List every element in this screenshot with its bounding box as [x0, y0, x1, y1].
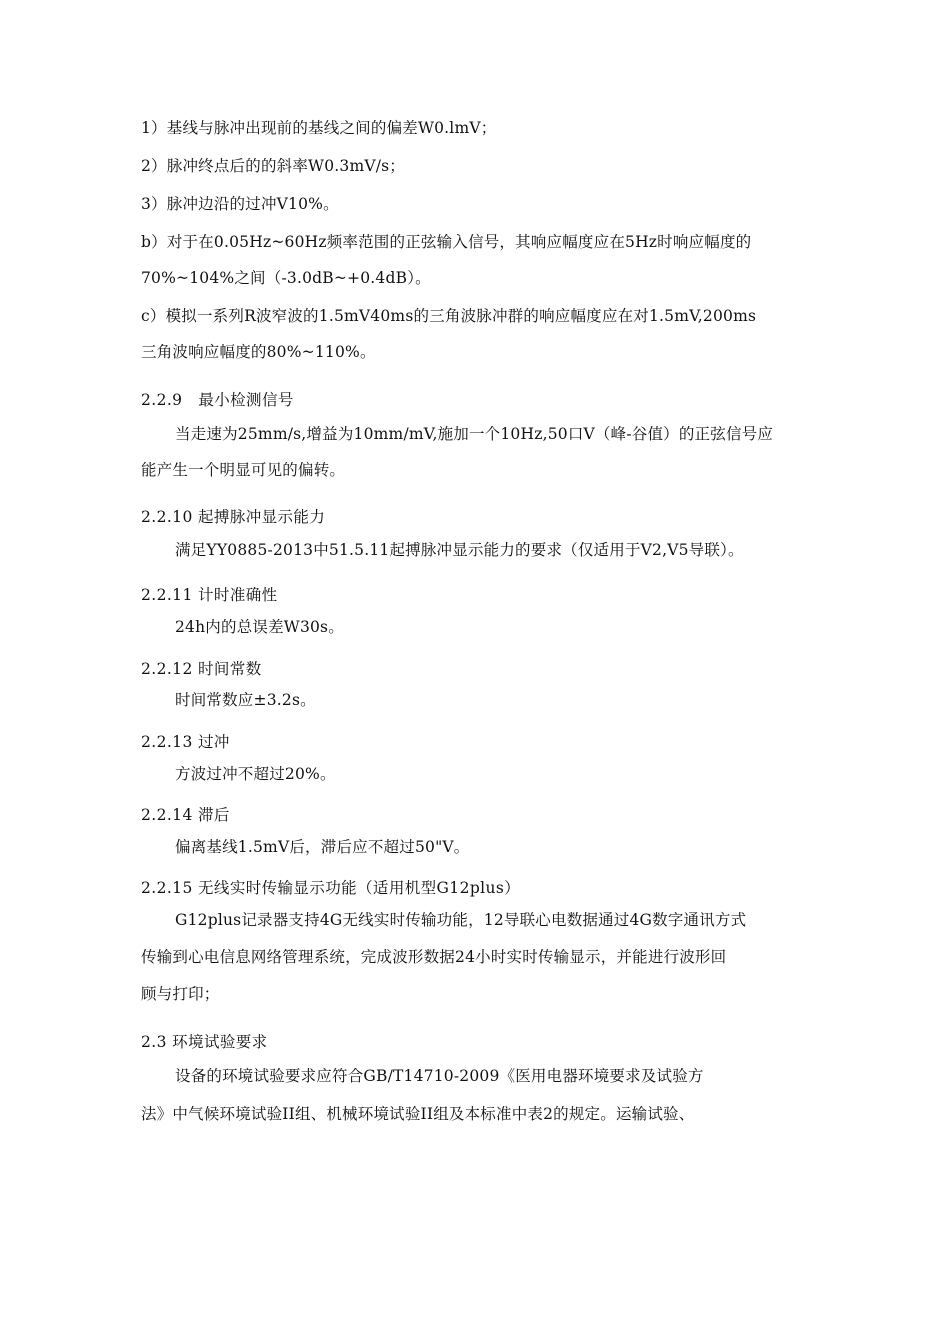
section-body-2-2-15-line-2: 传输到心电信息网络管理系统，完成波形数据24小时实时传输显示，并能进行波形回	[141, 948, 727, 966]
section-heading-2-2-14: 2.2.14 滞后	[141, 806, 230, 824]
list-item-3: 3）脉冲边沿的过冲V10%。	[141, 195, 339, 213]
section-body-2-2-9-line-2: 能产生一个明显可见的偏转。	[141, 461, 346, 479]
section-body-2-2-14: 偏离基线1.5mV后，滞后应不超过50"V。	[175, 838, 470, 856]
section-body-2-2-10: 满足YY0885-2013中51.5.11起搏脉冲显示能力的要求（仅适用于V2,V5导联）。	[175, 541, 744, 559]
list-item-1: 1）基线与脉冲出现前的基线之间的偏差W0.lmV；	[141, 119, 497, 137]
section-heading-2-2-10: 2.2.10 起搏脉冲显示能力	[141, 508, 326, 526]
section-heading-2-3: 2.3 环境试验要求	[141, 1033, 268, 1051]
section-heading-2-2-15: 2.2.15 无线实时传输显示功能（适用机型G12plus）	[141, 879, 521, 897]
paragraph-c-line-1: c）模拟一系列R波窄波的1.5mV40ms的三角波脉冲群的响应幅度应在对1.5mV,200ms	[141, 307, 757, 325]
section-body-2-2-11: 24h内的总误差W30s。	[175, 618, 344, 636]
section-heading-2-2-13: 2.2.13 过冲	[141, 733, 230, 751]
section-heading-2-2-12: 2.2.12 时间常数	[141, 660, 262, 678]
section-heading-2-2-9: 2.2.9 最小检测信号	[141, 391, 294, 409]
section-heading-2-2-11: 2.2.11 计时准确性	[141, 586, 278, 604]
section-body-2-2-15-line-1: G12plus记录器支持4G无线实时传输功能，12导联心电数据通过4G数字通讯方式	[175, 911, 747, 929]
paragraph-b-line-2: 70%~104%之间（-3.0dB~+0.4dB）。	[141, 269, 431, 287]
paragraph-c-line-2: 三角波响应幅度的80%~110%。	[141, 343, 376, 361]
section-body-2-2-13: 方波过冲不超过20%。	[175, 765, 336, 783]
section-body-2-3-line-2: 法》中气候环境试验II组、机械环境试验II组及本标准中表2的规定。运输试验、	[141, 1105, 695, 1123]
section-body-2-2-12: 时间常数应±3.2s。	[175, 691, 316, 709]
list-item-2: 2）脉冲终点后的的斜率W0.3mV/s；	[141, 157, 406, 175]
section-body-2-3-line-1: 设备的环境试验要求应符合GB/T14710-2009《医用电器环境要求及试验方	[175, 1067, 704, 1085]
paragraph-b-line-1: b）对于在0.05Hz~60Hz频率范围的正弦输入信号，其响应幅度应在5Hz时响应幅度的	[141, 233, 752, 251]
section-body-2-2-9-line-1: 当走速为25mm/s,增益为10mm/mV,施加一个10Hz,50口V（峰-谷值）的正弦信号应	[175, 425, 774, 443]
section-body-2-2-15-line-3: 顾与打印；	[141, 985, 220, 1003]
